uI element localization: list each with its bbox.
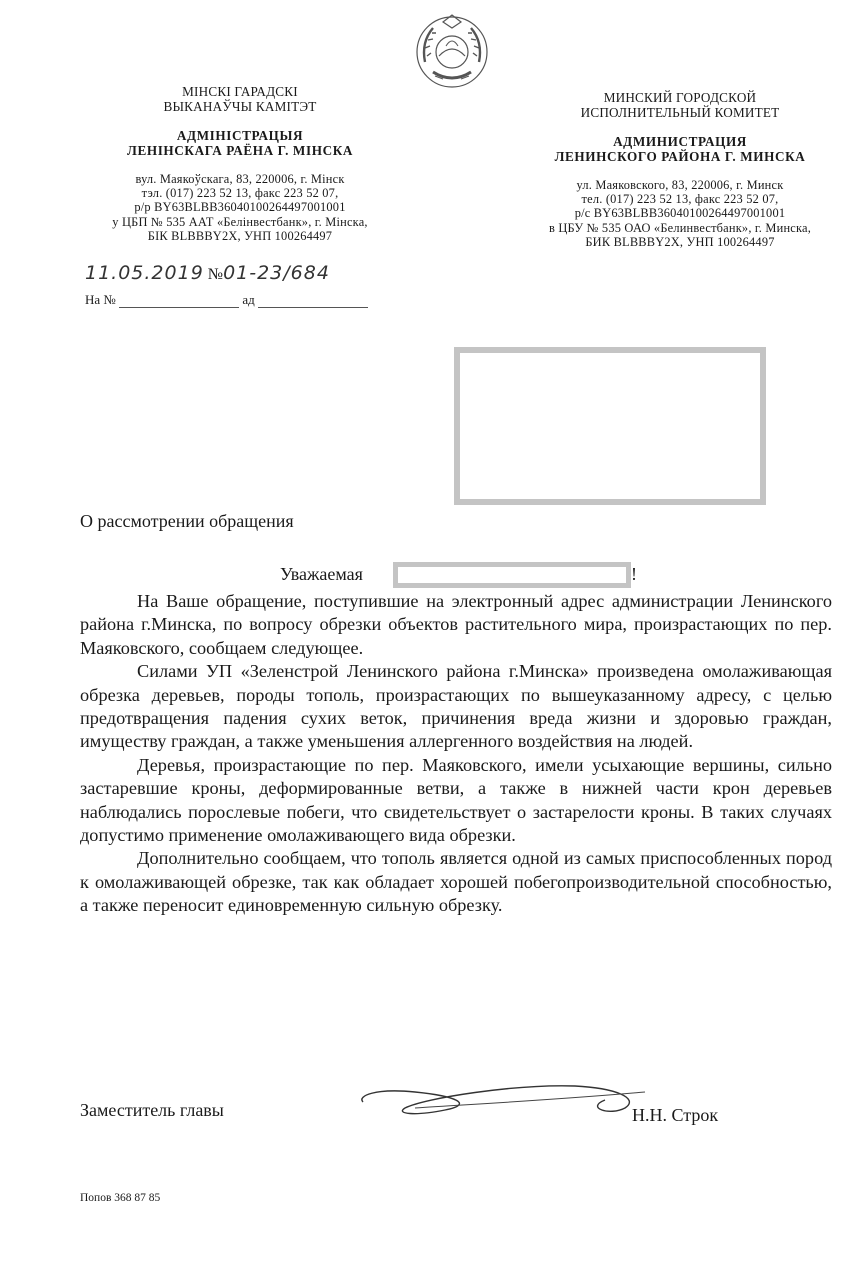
org-name-line: МИНСКИЙ ГОРОДСКОЙ <box>603 90 757 105</box>
address-line: вул. Маякоўскага, 83, 220006, г. Мінск <box>135 172 345 186</box>
org-name-line: МІНСКІ ГАРАДСКІ <box>182 84 298 99</box>
reference-date-label: ад <box>242 292 255 307</box>
letterhead-russian <box>515 90 845 249</box>
redacted-addressee <box>454 347 766 505</box>
registration-line <box>85 262 435 288</box>
letter-date: 11.05.2019 <box>85 262 204 284</box>
letter-body <box>80 590 832 918</box>
address-line: в ЦБУ № 535 ОАО «Белинвестбанк», г. Минска, <box>548 220 812 235</box>
handwritten-signature-icon <box>355 1078 655 1128</box>
signer-name: Н.Н. Строк <box>632 1105 719 1125</box>
state-emblem-icon <box>413 12 491 90</box>
address-line: ул. Маяковского, 83, 220006, г. Минск <box>576 178 784 192</box>
body-paragraph: Силами УП «Зеленстрой Ленинского района г.Минска» произведена омолаживающая обрезка деревьев, породы тополь, произрастающих по вышеуказанному адресу, с целью предотвращения падения сухих веток, причинения вреда жизни и здоровью граждан, имуществу граждан, а также уменьшения аллергенного воздействия на людей. <box>80 661 832 752</box>
admin-name-line: АДМІНІСТРАЦЫЯ <box>176 128 304 143</box>
number-sign: № <box>207 266 224 283</box>
reference-date-blank <box>258 295 368 308</box>
greeting-punctuation: ! <box>631 564 637 584</box>
address-line: БИК BLBBBY2X, УНП 100264497 <box>585 234 775 249</box>
admin-name-line: АДМИНИСТРАЦИЯ <box>613 134 747 149</box>
org-address <box>80 172 400 243</box>
reference-number-label: На № <box>85 292 116 307</box>
letterhead-belarusian <box>80 84 400 243</box>
admin-name-line: ЛЕНІНСКАГА РАЁНА Г. МІНСКА <box>127 143 353 158</box>
body-paragraph: На Ваше обращение, поступившие на электронный адрес администрации Ленинского района г.Минска, по вопросу обрезки объектов растительного мира, произрастающих по пер. Маяковского, сообщаем следующее. <box>80 591 832 658</box>
address-line: тел. (017) 223 52 13, факс 223 52 07, <box>581 192 779 207</box>
reference-line <box>85 292 385 308</box>
org-name-line: ВЫКАНАЎЧЫ КАМІТЭТ <box>163 99 317 114</box>
signer-title: Заместитель главы <box>80 1100 224 1120</box>
executor-contact: Попов 368 87 85 <box>80 1192 161 1204</box>
address-line: у ЦБП № 535 ААТ «Белінвестбанк», г. Мінска, <box>112 214 368 229</box>
org-name-line: ИСПОЛНИТЕЛЬНЫЙ КОМИТЕТ <box>580 105 780 120</box>
reference-number-blank <box>119 295 239 308</box>
letter-number: 01-23/684 <box>223 262 330 284</box>
address-line: БІК BLBBBY2X, УНП 100264497 <box>147 228 333 243</box>
org-address <box>515 178 845 249</box>
redacted-recipient-name <box>393 562 631 588</box>
body-paragraph: Деревья, произрастающие по пер. Маяковского, имели усыхающие вершины, сильно застаревшие кроны, деформированные ветви, а также в нижней части крон деревьев наблюдались порослевые побеги, что свидетельствует о застарелости кроны. В таких случаях допустимо применение омолаживающего вида обрезки. <box>80 754 832 846</box>
address-line: р/с BY63BLBB36040100264497001001 <box>574 206 786 221</box>
letter-subject: О рассмотрении обращения <box>80 511 294 531</box>
salutation: Уважаемая <box>280 564 363 584</box>
body-paragraph: Дополнительно сообщаем, что тополь является одной из самых приспособленных пород к омолаживающей обрезке, так как обладает хорошей побегопроизводительной способностью, а также переносит единовременную сильную обрезку. <box>80 848 832 916</box>
admin-name-line: ЛЕНИНСКОГО РАЙОНА Г. МИНСКА <box>554 149 806 164</box>
address-line: тэл. (017) 223 52 13, факс 223 52 07, <box>141 186 339 201</box>
address-line: р/р BY63BLBB36040100264497001001 <box>134 200 346 215</box>
